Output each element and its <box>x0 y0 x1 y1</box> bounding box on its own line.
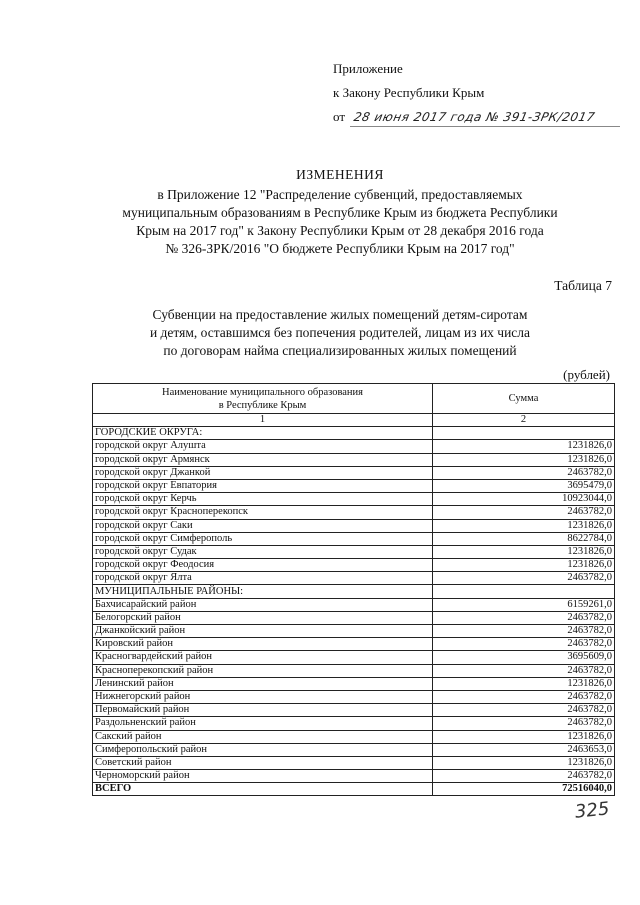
table-row <box>93 704 615 717</box>
subsidy-sum: 1231826,0 <box>433 545 615 558</box>
table-row <box>93 730 615 743</box>
subsidy-sum: 10923044,0 <box>433 493 615 506</box>
subsidy-sum: 1231826,0 <box>433 677 615 690</box>
table-row <box>93 664 615 677</box>
date-underline <box>350 126 620 127</box>
municipality-name: Красноперекопский район <box>93 664 433 677</box>
title-line: № 326-ЗРК/2016 "О бюджете Республики Крым на 2017 год" <box>165 241 515 256</box>
subsidy-sum: 2463782,0 <box>433 770 615 783</box>
table-row <box>93 466 615 479</box>
subsidy-sum: 2463782,0 <box>433 625 615 638</box>
table-row <box>93 743 615 756</box>
subsidy-sum: 2463782,0 <box>433 638 615 651</box>
municipality-name: Советский район <box>93 756 433 769</box>
subsidy-table <box>92 383 615 796</box>
municipality-name: Симферопольский район <box>93 743 433 756</box>
col-header-sum: Сумма <box>433 384 615 414</box>
table-row <box>93 440 615 453</box>
table-row <box>93 756 615 769</box>
subsidy-sum: 2463782,0 <box>433 704 615 717</box>
document-title <box>60 166 620 258</box>
municipality-name: городской округ Армянск <box>93 453 433 466</box>
law-reference: к Закону Республики Крым <box>333 85 485 100</box>
subsidy-sum: 2463782,0 <box>433 506 615 519</box>
table-row <box>93 638 615 651</box>
subtitle-line: и детям, оставшимся без попечения родителей, лицам из их числа <box>149 325 531 340</box>
subsidy-sum: 2463782,0 <box>433 466 615 479</box>
section-row <box>93 585 615 598</box>
total-label: ВСЕГО <box>93 783 433 796</box>
col-number-2: 2 <box>433 414 615 427</box>
subsidy-sum: 3695609,0 <box>433 651 615 664</box>
municipality-name: городской округ Красноперекопск <box>93 506 433 519</box>
table-row <box>93 651 615 664</box>
table-row <box>93 479 615 492</box>
subsidy-sum: 2463782,0 <box>433 572 615 585</box>
total-row <box>93 783 615 796</box>
table-header-row <box>93 384 615 414</box>
table-row <box>93 559 615 572</box>
municipality-name: Черноморский район <box>93 770 433 783</box>
table-row <box>93 625 615 638</box>
section-row <box>93 427 615 440</box>
section-label: МУНИЦИПАЛЬНЫЕ РАЙОНЫ: <box>93 585 433 598</box>
table-row <box>93 572 615 585</box>
subsidy-sum: 3695479,0 <box>433 479 615 492</box>
subsidy-sum: 1231826,0 <box>433 756 615 769</box>
table-row <box>93 677 615 690</box>
subtitle-line: по договорам найма специализированных жилых помещений <box>163 343 517 358</box>
municipality-name: Нижнегорский район <box>93 690 433 703</box>
title-line: муниципальным образованиям в Республике Крым из бюджета Республики <box>122 205 558 220</box>
municipality-name: городской округ Симферополь <box>93 532 433 545</box>
table-row <box>93 506 615 519</box>
appendix-label: Приложение <box>333 61 403 76</box>
table-subtitle <box>60 306 620 360</box>
municipality-name: городской округ Керчь <box>93 493 433 506</box>
table-row <box>93 717 615 730</box>
municipality-name: городской округ Евпатория <box>93 479 433 492</box>
title-heading: ИЗМЕНЕНИЯ <box>296 167 384 182</box>
municipality-name: Сакский район <box>93 730 433 743</box>
subsidy-sum: 2463782,0 <box>433 664 615 677</box>
subsidy-sum: 6159261,0 <box>433 598 615 611</box>
municipality-name: Ленинский район <box>93 677 433 690</box>
municipality-name: городской округ Феодосия <box>93 559 433 572</box>
table-row <box>93 545 615 558</box>
subsidy-sum: 1231826,0 <box>433 453 615 466</box>
table-row <box>93 493 615 506</box>
table-number-label: Таблица 7 <box>554 278 612 293</box>
subtitle-line: Субвенции на предоставление жилых помещений детям-сиротам <box>152 307 528 322</box>
total-sum: 72516040,0 <box>433 783 615 796</box>
table-row <box>93 611 615 624</box>
municipality-name: Белогорский район <box>93 611 433 624</box>
municipality-name: городской округ Судак <box>93 545 433 558</box>
municipality-name: Раздольненский район <box>93 717 433 730</box>
municipality-name: городской округ Саки <box>93 519 433 532</box>
subsidy-sum: 1231826,0 <box>433 519 615 532</box>
table-row <box>93 770 615 783</box>
subsidy-sum: 2463653,0 <box>433 743 615 756</box>
table-row <box>93 519 615 532</box>
table-row <box>93 532 615 545</box>
date-prefix: от <box>333 109 346 124</box>
col-number-1: 1 <box>93 414 433 427</box>
title-line: в Приложение 12 "Распределение субвенций, предоставляемых <box>157 187 523 202</box>
col-header-municipality: Наименование муниципального образования в Республике Крым <box>93 384 433 414</box>
municipality-name: городской округ Джанкой <box>93 466 433 479</box>
table-row <box>93 690 615 703</box>
currency-unit: (рублей) <box>563 367 610 382</box>
table-row <box>93 598 615 611</box>
municipality-name: Красногвардейский район <box>93 651 433 664</box>
subsidy-sum: 2463782,0 <box>433 717 615 730</box>
subsidy-sum: 1231826,0 <box>433 440 615 453</box>
subsidy-sum: 2463782,0 <box>433 690 615 703</box>
column-number-row <box>93 414 615 427</box>
municipality-name: Первомайский район <box>93 704 433 717</box>
table-row <box>93 453 615 466</box>
municipality-name: Джанкойский район <box>93 625 433 638</box>
subsidy-sum: 2463782,0 <box>433 611 615 624</box>
municipality-name: Бахчисарайский район <box>93 598 433 611</box>
subsidy-sum: 1231826,0 <box>433 559 615 572</box>
subsidy-sum: 8622784,0 <box>433 532 615 545</box>
municipality-name: Кировский район <box>93 638 433 651</box>
title-line: Крым на 2017 год" к Закону Республики Крым от 28 декабря 2016 года <box>136 223 544 238</box>
subsidy-sum: 1231826,0 <box>433 730 615 743</box>
municipality-name: городской округ Алушта <box>93 440 433 453</box>
law-date-line <box>333 109 595 125</box>
handwritten-page-number: 325 <box>573 798 611 823</box>
municipality-name: городской округ Ялта <box>93 572 433 585</box>
section-label: ГОРОДСКИЕ ОКРУГА: <box>93 427 433 440</box>
handwritten-date-number: 28 июня 2017 года № 391-ЗРК/2017 <box>352 110 597 124</box>
